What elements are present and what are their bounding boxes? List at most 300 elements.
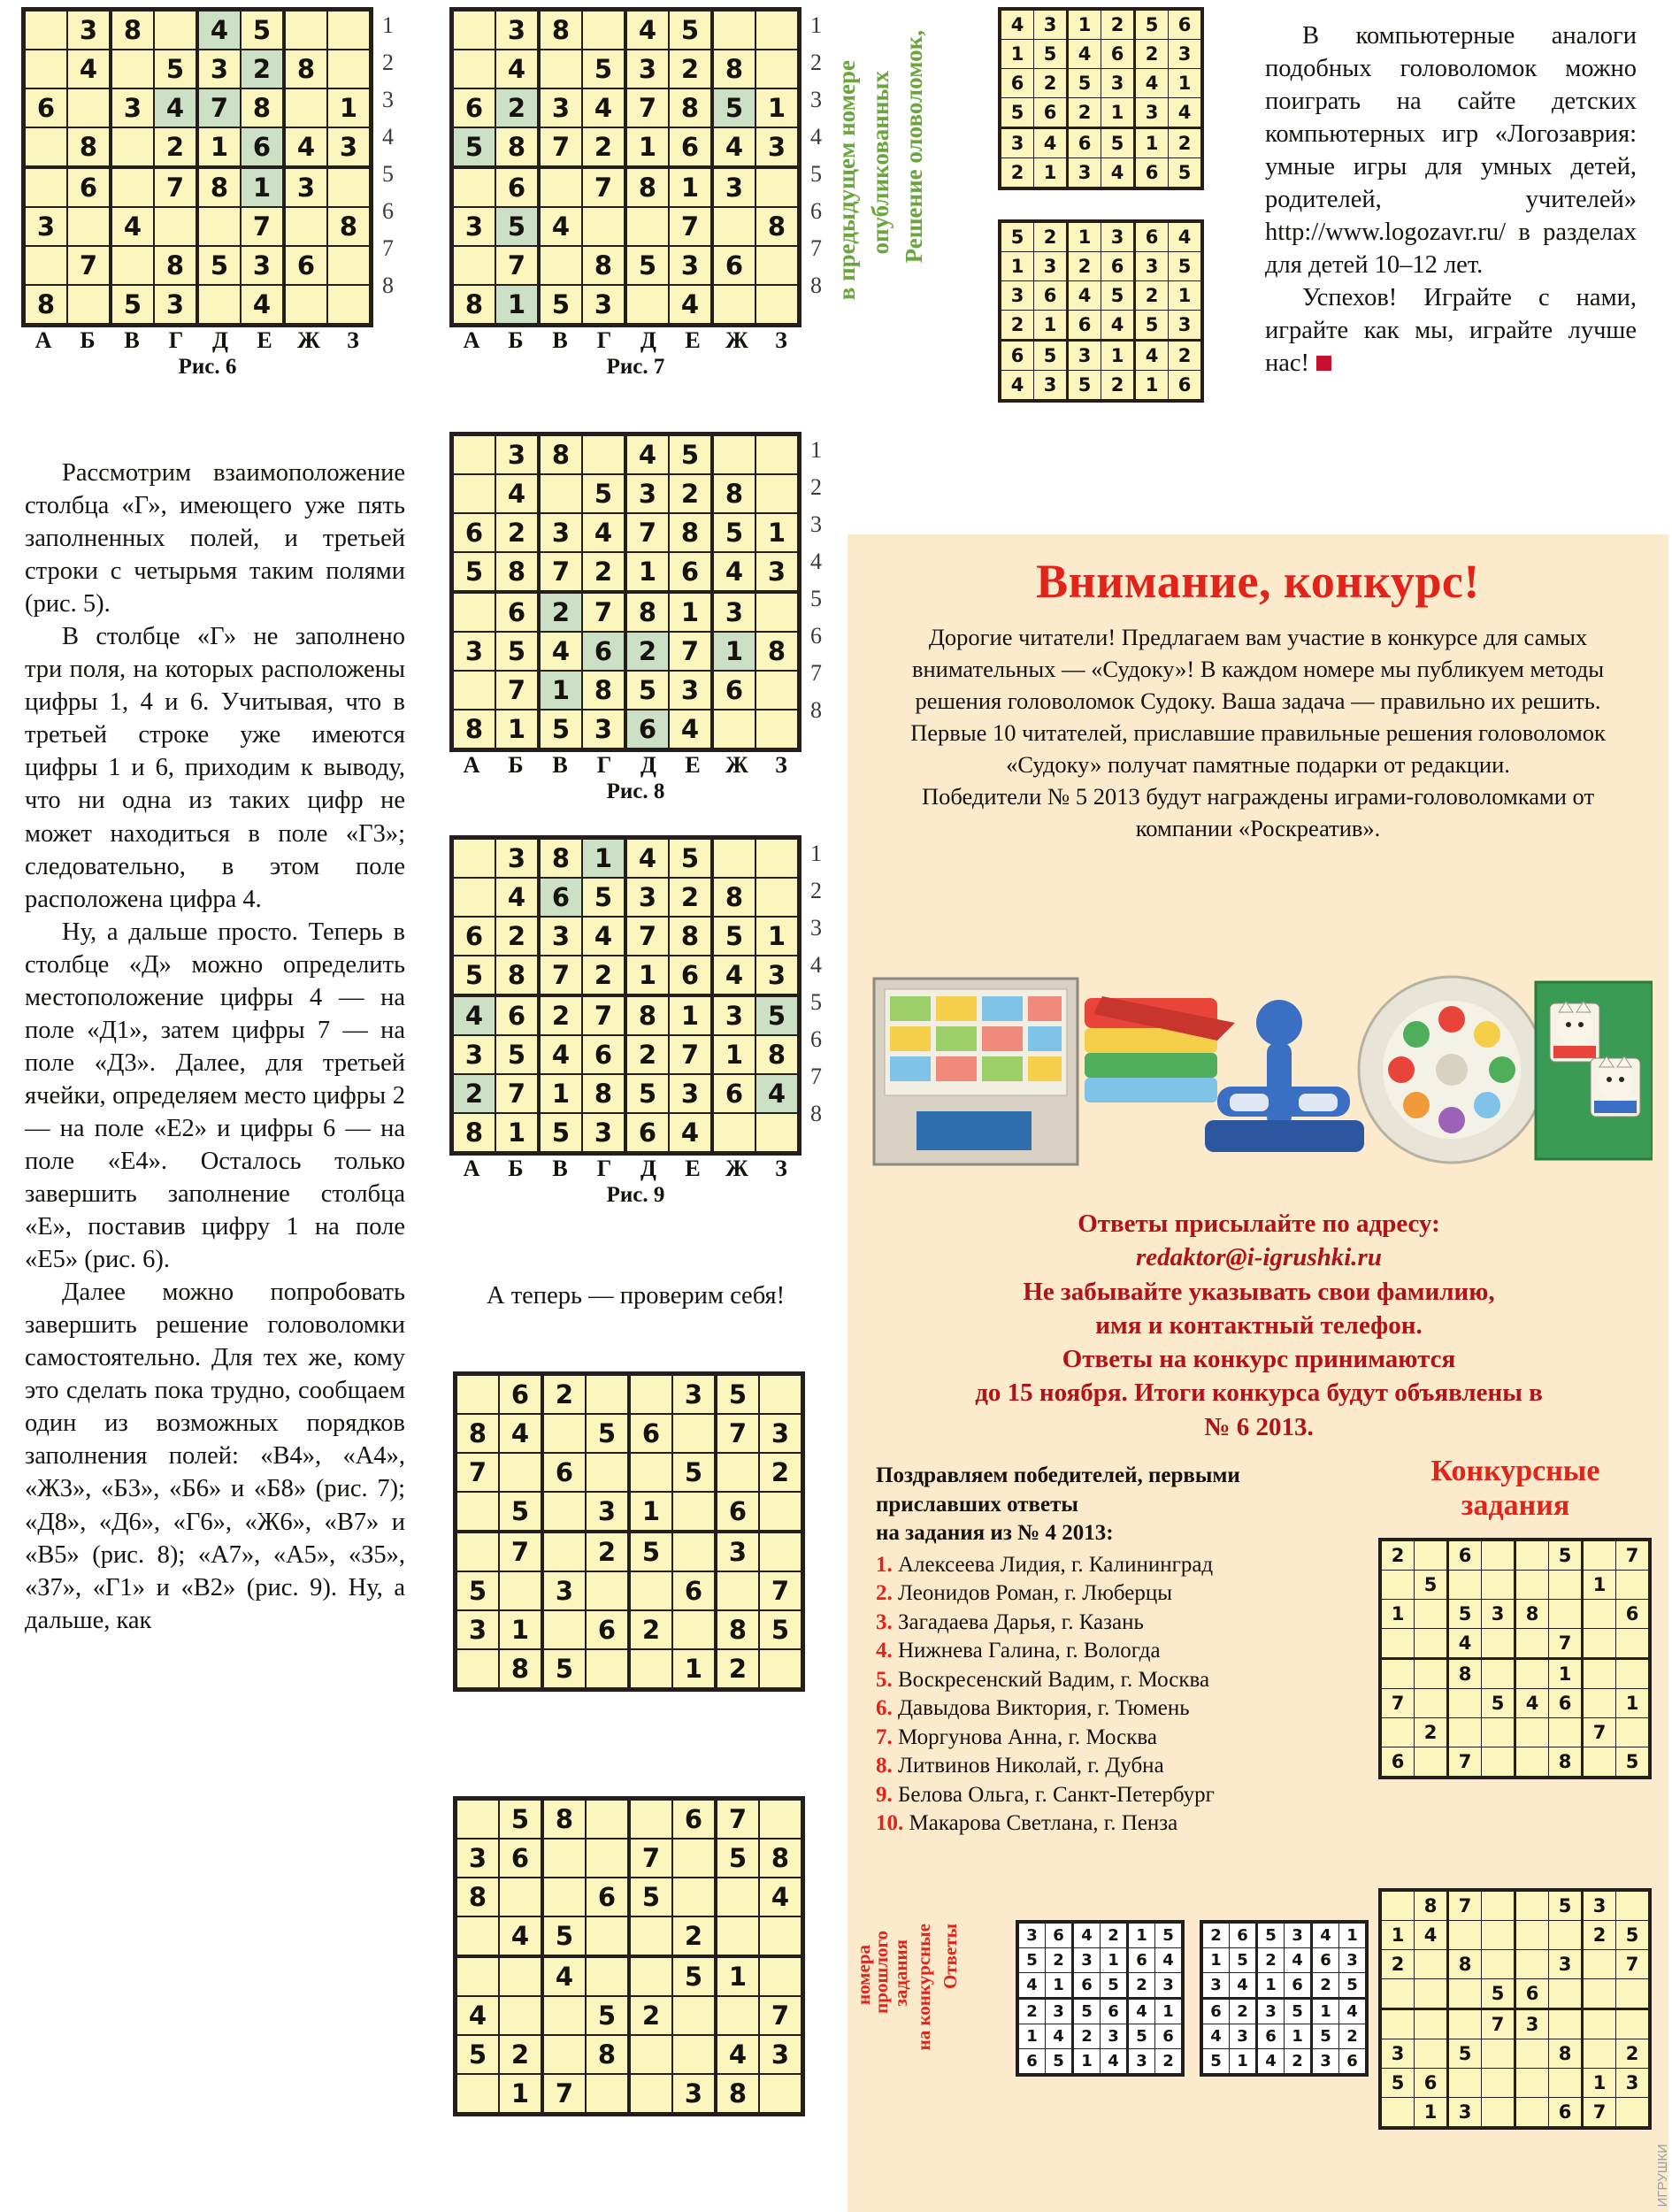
sudoku-cell[interactable] [456, 1916, 500, 1956]
sudoku-cell[interactable]: 8 [755, 632, 800, 671]
sudoku-cell[interactable]: 2 [716, 1649, 759, 1690]
sudoku-cell[interactable]: 5 [542, 1649, 586, 1690]
sudoku-cell[interactable] [625, 285, 669, 326]
sudoku-cell[interactable]: 5 [586, 1414, 629, 1453]
sudoku-cell[interactable]: 7 [539, 127, 582, 167]
sudoku-cell[interactable]: 3 [1515, 2009, 1549, 2039]
sudoku-cell[interactable]: 3 [1034, 371, 1068, 402]
sudoku-cell[interactable] [1549, 1600, 1583, 1629]
sudoku-cell[interactable] [1380, 2009, 1415, 2039]
sudoku-cell[interactable]: 7 [499, 1532, 542, 1571]
sudoku-cell[interactable] [1515, 1571, 1549, 1600]
sudoku-cell[interactable]: 4 [1169, 221, 1203, 252]
sudoku-cell[interactable] [672, 1839, 716, 1878]
sudoku-cell[interactable]: 1 [1000, 252, 1034, 281]
sudoku-cell[interactable]: 3 [1155, 1973, 1184, 1999]
sudoku-cell[interactable] [672, 1996, 716, 2035]
sudoku-grid-fig6[interactable] [21, 7, 373, 327]
sudoku-cell[interactable]: 6 [672, 1571, 716, 1610]
sudoku-cell[interactable]: 8 [197, 167, 241, 207]
sudoku-cell[interactable]: 5 [539, 1113, 582, 1154]
sudoku-cell[interactable]: 1 [327, 88, 372, 127]
sudoku-cell[interactable]: 3 [759, 1414, 803, 1453]
sudoku-cell[interactable] [712, 10, 755, 50]
sudoku-cell[interactable]: 8 [625, 592, 669, 632]
sudoku-cell[interactable]: 5 [539, 285, 582, 326]
sudoku-cell[interactable]: 2 [499, 2035, 542, 2074]
sudoku-cell[interactable] [284, 207, 327, 246]
sudoku-cell[interactable]: 1 [499, 2074, 542, 2115]
sudoku-cell[interactable]: 2 [1230, 1999, 1257, 2024]
sudoku-cell[interactable] [1482, 1921, 1515, 1950]
sudoku-cell[interactable] [1380, 1979, 1415, 2009]
sudoku-cell[interactable] [629, 2035, 672, 2074]
sudoku-cell[interactable]: 2 [1155, 2049, 1184, 2076]
sudoku-cell[interactable]: 2 [495, 88, 539, 127]
sudoku-cell[interactable] [1549, 2069, 1583, 2098]
sudoku-cell[interactable]: 6 [625, 1113, 669, 1154]
sudoku-cell[interactable] [755, 434, 800, 475]
sudoku-cell[interactable]: 6 [1515, 1979, 1549, 2009]
sudoku-cell[interactable]: 5 [1482, 1979, 1515, 2009]
sudoku-cell[interactable] [1482, 2098, 1515, 2129]
sudoku-cell[interactable]: 1 [1380, 1921, 1415, 1950]
sudoku-cell[interactable]: 4 [1257, 2049, 1285, 2076]
sudoku-cell[interactable]: 1 [1034, 311, 1068, 341]
sudoku-cell[interactable]: 6 [1101, 252, 1135, 281]
sudoku-cell[interactable]: 7 [1482, 2009, 1515, 2039]
sudoku-cell[interactable]: 1 [1230, 2049, 1257, 2076]
sudoku-cell[interactable]: 4 [625, 838, 669, 879]
sudoku-cell[interactable] [582, 10, 625, 50]
sudoku-cell[interactable] [111, 127, 154, 167]
sudoku-cell[interactable] [755, 671, 800, 710]
sudoku-cell[interactable]: 6 [1230, 1922, 1257, 1948]
sudoku-cell[interactable] [672, 1878, 716, 1916]
sudoku-cell[interactable]: 5 [1616, 1747, 1651, 1778]
sudoku-cell[interactable]: 3 [24, 207, 68, 246]
sudoku-cell[interactable]: 5 [1135, 311, 1169, 341]
sudoku-cell[interactable]: 5 [1482, 1689, 1515, 1718]
sudoku-cell[interactable]: 1 [1068, 221, 1101, 252]
sudoku-cell[interactable]: 4 [1073, 1922, 1101, 1948]
sudoku-cell[interactable]: 1 [1169, 69, 1203, 98]
sudoku-cell[interactable]: 3 [539, 917, 582, 956]
sudoku-cell[interactable]: 3 [1339, 1948, 1368, 1973]
sudoku-cell[interactable]: 8 [759, 1839, 803, 1878]
sudoku-cell[interactable]: 5 [197, 246, 241, 285]
sudoku-cell[interactable]: 6 [582, 1035, 625, 1074]
sudoku-cell[interactable]: 8 [755, 207, 800, 246]
sudoku-cell[interactable]: 6 [241, 127, 284, 167]
sudoku-cell[interactable] [759, 1374, 803, 1415]
sudoku-cell[interactable] [284, 285, 327, 326]
sudoku-cell[interactable]: 5 [625, 246, 669, 285]
sudoku-cell[interactable]: 3 [241, 246, 284, 285]
sudoku-cell[interactable] [755, 285, 800, 326]
sudoku-cell[interactable] [24, 10, 68, 50]
sudoku-cell[interactable] [456, 2074, 500, 2115]
sudoku-cell[interactable] [1482, 2069, 1515, 2098]
sudoku-cell[interactable]: 4 [1101, 158, 1135, 189]
sudoku-cell[interactable] [1482, 1890, 1515, 1921]
sudoku-cell[interactable] [1448, 2069, 1482, 2098]
sudoku-cell[interactable] [716, 1996, 759, 2035]
sudoku-cell[interactable]: 6 [1135, 221, 1169, 252]
sudoku-cell[interactable] [539, 474, 582, 513]
sudoku-cell[interactable] [759, 1956, 803, 1996]
sudoku-cell[interactable]: 1 [539, 671, 582, 710]
sudoku-cell[interactable] [452, 434, 496, 475]
sudoku-cell[interactable]: 3 [1230, 2024, 1257, 2049]
sudoku-cell[interactable]: 6 [452, 513, 496, 552]
sudoku-cell[interactable] [759, 1532, 803, 1571]
sudoku-cell[interactable] [716, 1571, 759, 1610]
sudoku-cell[interactable]: 5 [1415, 1571, 1448, 1600]
sudoku-cell[interactable]: 3 [755, 127, 800, 167]
sudoku-cell[interactable]: 1 [1135, 128, 1169, 158]
sudoku-cell[interactable]: 1 [1312, 1999, 1339, 2024]
sudoku-cell[interactable]: 8 [582, 1074, 625, 1113]
sudoku-cell[interactable] [629, 1649, 672, 1690]
sudoku-cell[interactable]: 6 [539, 878, 582, 917]
sudoku-cell[interactable] [1415, 2039, 1448, 2069]
sudoku-cell[interactable]: 6 [1312, 1948, 1339, 1973]
sudoku-cell[interactable] [1380, 1890, 1415, 1921]
sudoku-cell[interactable]: 5 [1101, 128, 1135, 158]
sudoku-cell[interactable]: 4 [1155, 1948, 1184, 1973]
sudoku-cell[interactable]: 5 [1155, 1922, 1184, 1948]
sudoku-cell[interactable]: 1 [669, 592, 712, 632]
sudoku-cell[interactable]: 4 [499, 1916, 542, 1956]
sudoku-cell[interactable]: 4 [1135, 69, 1169, 98]
sudoku-cell[interactable]: 6 [712, 671, 755, 710]
sudoku-cell[interactable]: 4 [495, 474, 539, 513]
sudoku-cell[interactable]: 3 [495, 434, 539, 475]
sudoku-cell[interactable]: 3 [716, 1532, 759, 1571]
sudoku-cell[interactable]: 8 [1448, 1659, 1482, 1689]
sudoku-cell[interactable]: 7 [1616, 1950, 1651, 1979]
sudoku-cell[interactable]: 8 [456, 1878, 500, 1916]
sudoku-cell[interactable] [1515, 2098, 1549, 2129]
sudoku-cell[interactable] [1448, 1921, 1482, 1950]
sudoku-cell[interactable] [629, 1956, 672, 1996]
sudoku-cell[interactable] [1482, 1629, 1515, 1659]
sudoku-cell[interactable]: 1 [755, 513, 800, 552]
sudoku-cell[interactable] [1616, 2009, 1651, 2039]
sudoku-cell[interactable]: 8 [625, 167, 669, 207]
sudoku-cell[interactable]: 3 [111, 88, 154, 127]
sudoku-cell[interactable]: 6 [1257, 2024, 1285, 2049]
sudoku-cell[interactable]: 2 [241, 50, 284, 88]
sudoku-cell[interactable]: 3 [452, 1035, 496, 1074]
sudoku-cell[interactable] [586, 1956, 629, 1996]
sudoku-cell[interactable]: 6 [1000, 341, 1034, 371]
sudoku-cell[interactable]: 6 [586, 1610, 629, 1649]
sudoku-cell[interactable]: 2 [669, 474, 712, 513]
sudoku-cell[interactable]: 3 [1285, 1922, 1312, 1948]
sudoku-cell[interactable]: 4 [1017, 1973, 1046, 1999]
sudoku-cell[interactable]: 2 [1000, 158, 1034, 189]
sudoku-cell[interactable]: 2 [672, 1916, 716, 1956]
sudoku-cell[interactable] [629, 1571, 672, 1610]
sudoku-cell[interactable]: 1 [1169, 281, 1203, 311]
sudoku-cell[interactable]: 7 [1549, 1629, 1583, 1659]
sudoku-cell[interactable]: 5 [539, 710, 582, 750]
sudoku-cell[interactable]: 5 [1380, 2069, 1415, 2098]
sudoku-cell[interactable]: 3 [625, 878, 669, 917]
sudoku-cell[interactable]: 4 [1312, 1922, 1339, 1948]
sudoku-cell[interactable]: 6 [1000, 69, 1034, 98]
sudoku-cell[interactable] [542, 1878, 586, 1916]
sudoku-cell[interactable] [1415, 1659, 1448, 1689]
sudoku-cell[interactable]: 7 [625, 513, 669, 552]
sudoku-cell[interactable] [1380, 1659, 1415, 1689]
sudoku-cell[interactable]: 3 [1000, 128, 1034, 158]
sudoku-cell[interactable] [759, 1799, 803, 1839]
sudoku-cell[interactable]: 7 [539, 956, 582, 995]
sudoku-cell[interactable] [327, 285, 372, 326]
sudoku-cell[interactable] [1448, 2009, 1482, 2039]
sudoku-cell[interactable] [586, 1916, 629, 1956]
sudoku-cell[interactable]: 5 [1169, 158, 1203, 189]
sudoku-cell[interactable]: 3 [539, 88, 582, 127]
prev-answer-grid-2[interactable] [1200, 1920, 1369, 2077]
sudoku-cell[interactable]: 1 [1034, 158, 1068, 189]
sudoku-cell[interactable]: 1 [625, 956, 669, 995]
sudoku-cell[interactable]: 2 [1101, 1922, 1128, 1948]
sudoku-cell[interactable]: 4 [712, 552, 755, 592]
sudoku-cell[interactable]: 3 [1017, 1922, 1046, 1948]
sudoku-cell[interactable]: 3 [495, 838, 539, 879]
sudoku-cell[interactable] [197, 285, 241, 326]
sudoku-cell[interactable]: 3 [542, 1571, 586, 1610]
sudoku-cell[interactable] [452, 50, 496, 88]
sudoku-cell[interactable] [1515, 1540, 1549, 1571]
sudoku-cell[interactable]: 6 [1068, 311, 1101, 341]
sudoku-cell[interactable] [1482, 1571, 1515, 1600]
sudoku-cell[interactable]: 1 [1380, 1600, 1415, 1629]
sudoku-cell[interactable]: 1 [1339, 1922, 1368, 1948]
sudoku-cell[interactable]: 3 [456, 1839, 500, 1878]
sudoku-cell[interactable] [1616, 1571, 1651, 1600]
sudoku-cell[interactable] [672, 1532, 716, 1571]
sudoku-cell[interactable]: 3 [625, 50, 669, 88]
sudoku-cell[interactable] [586, 2074, 629, 2115]
sudoku-cell[interactable]: 4 [1034, 128, 1068, 158]
prev-answer-grid-1[interactable] [1016, 1920, 1185, 2077]
sudoku-cell[interactable] [672, 1610, 716, 1649]
sudoku-cell[interactable]: 2 [1201, 1922, 1230, 1948]
sudoku-cell[interactable]: 3 [1448, 2098, 1482, 2129]
sudoku-cell[interactable] [712, 285, 755, 326]
sudoku-cell[interactable]: 2 [1135, 40, 1169, 69]
sudoku-cell[interactable]: 3 [67, 10, 111, 50]
sudoku-cell[interactable] [1583, 1600, 1616, 1629]
sudoku-cell[interactable]: 1 [712, 632, 755, 671]
contest-task-grid-2[interactable] [1378, 1888, 1652, 2130]
sudoku-cell[interactable] [755, 878, 800, 917]
sudoku-cell[interactable] [456, 1649, 500, 1690]
sudoku-cell[interactable]: 5 [1448, 2039, 1482, 2069]
sudoku-cell[interactable]: 6 [1549, 2098, 1583, 2129]
sudoku-cell[interactable]: 7 [669, 1035, 712, 1074]
sudoku-cell[interactable]: 3 [539, 513, 582, 552]
sudoku-cell[interactable] [456, 1956, 500, 1996]
sudoku-cell[interactable]: 3 [625, 474, 669, 513]
sudoku-cell[interactable]: 3 [1000, 281, 1034, 311]
sudoku-cell[interactable] [586, 1571, 629, 1610]
sudoku-cell[interactable]: 8 [582, 671, 625, 710]
sudoku-cell[interactable] [582, 434, 625, 475]
sudoku-cell[interactable] [1515, 1747, 1549, 1778]
sudoku-cell[interactable]: 1 [499, 1610, 542, 1649]
sudoku-cell[interactable]: 3 [669, 246, 712, 285]
sudoku-cell[interactable] [759, 2074, 803, 2115]
sudoku-cell[interactable]: 2 [1169, 341, 1203, 371]
sudoku-cell[interactable]: 5 [1000, 98, 1034, 128]
sudoku-cell[interactable]: 7 [669, 207, 712, 246]
sudoku-cell[interactable] [1515, 2069, 1549, 2098]
sudoku-cell[interactable]: 7 [582, 167, 625, 207]
sudoku-cell[interactable]: 3 [1101, 2024, 1128, 2049]
sudoku-cell[interactable] [1515, 1890, 1549, 1921]
sudoku-cell[interactable]: 3 [1482, 1600, 1515, 1629]
sudoku-cell[interactable] [154, 10, 197, 50]
sudoku-cell[interactable] [24, 127, 68, 167]
sudoku-cell[interactable]: 6 [24, 88, 68, 127]
sudoku-cell[interactable]: 5 [1339, 1973, 1368, 1999]
sudoku-cell[interactable] [1583, 2039, 1616, 2069]
sudoku-cell[interactable] [1415, 1950, 1448, 1979]
sudoku-cell[interactable] [1380, 2098, 1415, 2129]
sudoku-cell[interactable]: 5 [495, 1035, 539, 1074]
sudoku-cell[interactable]: 6 [582, 632, 625, 671]
sudoku-cell[interactable]: 3 [1201, 1973, 1230, 1999]
sudoku-cell[interactable] [197, 207, 241, 246]
sudoku-cell[interactable]: 6 [625, 710, 669, 750]
sudoku-cell[interactable]: 1 [1068, 9, 1101, 40]
sudoku-cell[interactable]: 1 [669, 995, 712, 1035]
sudoku-cell[interactable] [1482, 1950, 1515, 1979]
sudoku-cell[interactable]: 4 [1135, 341, 1169, 371]
sudoku-cell[interactable]: 5 [625, 671, 669, 710]
sudoku-cell[interactable]: 5 [456, 1571, 500, 1610]
sudoku-cell[interactable]: 2 [1017, 1999, 1046, 2024]
sudoku-cell[interactable]: 1 [1415, 2098, 1448, 2129]
sudoku-cell[interactable]: 4 [67, 50, 111, 88]
sudoku-cell[interactable] [712, 838, 755, 879]
sudoku-cell[interactable]: 2 [539, 995, 582, 1035]
sudoku-grid-fig7[interactable] [449, 7, 801, 327]
sudoku-cell[interactable]: 7 [495, 246, 539, 285]
sudoku-cell[interactable]: 5 [499, 1492, 542, 1532]
sudoku-cell[interactable]: 8 [755, 1035, 800, 1074]
sudoku-cell[interactable]: 3 [495, 10, 539, 50]
sudoku-cell[interactable] [1380, 1629, 1415, 1659]
sudoku-cell[interactable] [539, 50, 582, 88]
sudoku-cell[interactable]: 2 [539, 592, 582, 632]
sudoku-cell[interactable] [1549, 1571, 1583, 1600]
sudoku-cell[interactable]: 2 [582, 127, 625, 167]
sudoku-cell[interactable]: 6 [1155, 2024, 1184, 2049]
sudoku-cell[interactable]: 2 [759, 1453, 803, 1492]
sudoku-cell[interactable]: 5 [625, 1074, 669, 1113]
sudoku-cell[interactable]: 6 [499, 1374, 542, 1415]
sudoku-cell[interactable]: 5 [1068, 371, 1101, 402]
sudoku-cell[interactable] [499, 1956, 542, 1996]
sudoku-cell[interactable]: 8 [669, 513, 712, 552]
sudoku-cell[interactable] [1583, 1747, 1616, 1778]
sudoku-cell[interactable]: 4 [669, 285, 712, 326]
sudoku-cell[interactable]: 8 [452, 710, 496, 750]
sudoku-cell[interactable]: 4 [755, 1074, 800, 1113]
sudoku-cell[interactable] [716, 1916, 759, 1956]
sudoku-cell[interactable]: 2 [669, 878, 712, 917]
sudoku-cell[interactable]: 2 [452, 1074, 496, 1113]
sudoku-cell[interactable]: 1 [1101, 341, 1135, 371]
sudoku-cell[interactable] [327, 10, 372, 50]
sudoku-cell[interactable]: 4 [712, 127, 755, 167]
sudoku-cell[interactable]: 5 [1201, 2049, 1230, 2076]
sudoku-cell[interactable]: 8 [539, 10, 582, 50]
sudoku-cell[interactable]: 1 [197, 127, 241, 167]
sudoku-cell[interactable]: 5 [452, 956, 496, 995]
sudoku-cell[interactable]: 5 [1000, 221, 1034, 252]
sudoku-cell[interactable]: 3 [1034, 9, 1068, 40]
sudoku-cell[interactable] [1415, 1600, 1448, 1629]
sudoku-cell[interactable]: 8 [241, 88, 284, 127]
sudoku-cell[interactable]: 5 [582, 878, 625, 917]
sudoku-cell[interactable] [755, 474, 800, 513]
sudoku-cell[interactable] [586, 1839, 629, 1878]
sudoku-cell[interactable]: 4 [495, 50, 539, 88]
sudoku-cell[interactable]: 6 [1616, 1600, 1651, 1629]
sudoku-cell[interactable]: 3 [1101, 69, 1135, 98]
sudoku-cell[interactable] [24, 167, 68, 207]
sudoku-cell[interactable] [629, 1374, 672, 1415]
sudoku-cell[interactable]: 8 [499, 1649, 542, 1690]
sudoku-cell[interactable]: 2 [582, 552, 625, 592]
sudoku-cell[interactable]: 7 [495, 1074, 539, 1113]
sudoku-cell[interactable] [1583, 1950, 1616, 1979]
sudoku-cell[interactable] [629, 1453, 672, 1492]
sudoku-cell[interactable]: 1 [495, 710, 539, 750]
sudoku-cell[interactable]: 6 [669, 127, 712, 167]
sudoku-cell[interactable]: 5 [1034, 40, 1068, 69]
sudoku-cell[interactable] [1616, 1979, 1651, 2009]
sudoku-cell[interactable]: 5 [672, 1956, 716, 1996]
sudoku-cell[interactable]: 2 [154, 127, 197, 167]
sudoku-cell[interactable] [1583, 1629, 1616, 1659]
sudoku-cell[interactable]: 6 [1169, 371, 1203, 402]
sudoku-cell[interactable]: 5 [456, 2035, 500, 2074]
sudoku-cell[interactable]: 8 [539, 434, 582, 475]
sudoku-cell[interactable]: 5 [755, 995, 800, 1035]
sudoku-cell[interactable]: 1 [755, 917, 800, 956]
sudoku-cell[interactable]: 7 [495, 671, 539, 710]
sudoku-cell[interactable] [539, 167, 582, 207]
contest-task-grid-1[interactable] [1378, 1538, 1652, 1779]
sudoku-cell[interactable]: 4 [1068, 40, 1101, 69]
sudoku-cell[interactable]: 6 [1339, 2049, 1368, 2076]
sudoku-cell[interactable]: 4 [712, 956, 755, 995]
sudoku-cell[interactable]: 1 [582, 838, 625, 879]
sudoku-cell[interactable] [1583, 1689, 1616, 1718]
sudoku-cell[interactable]: 4 [452, 995, 496, 1035]
sudoku-cell[interactable] [1583, 1659, 1616, 1689]
sudoku-cell[interactable] [759, 1649, 803, 1690]
